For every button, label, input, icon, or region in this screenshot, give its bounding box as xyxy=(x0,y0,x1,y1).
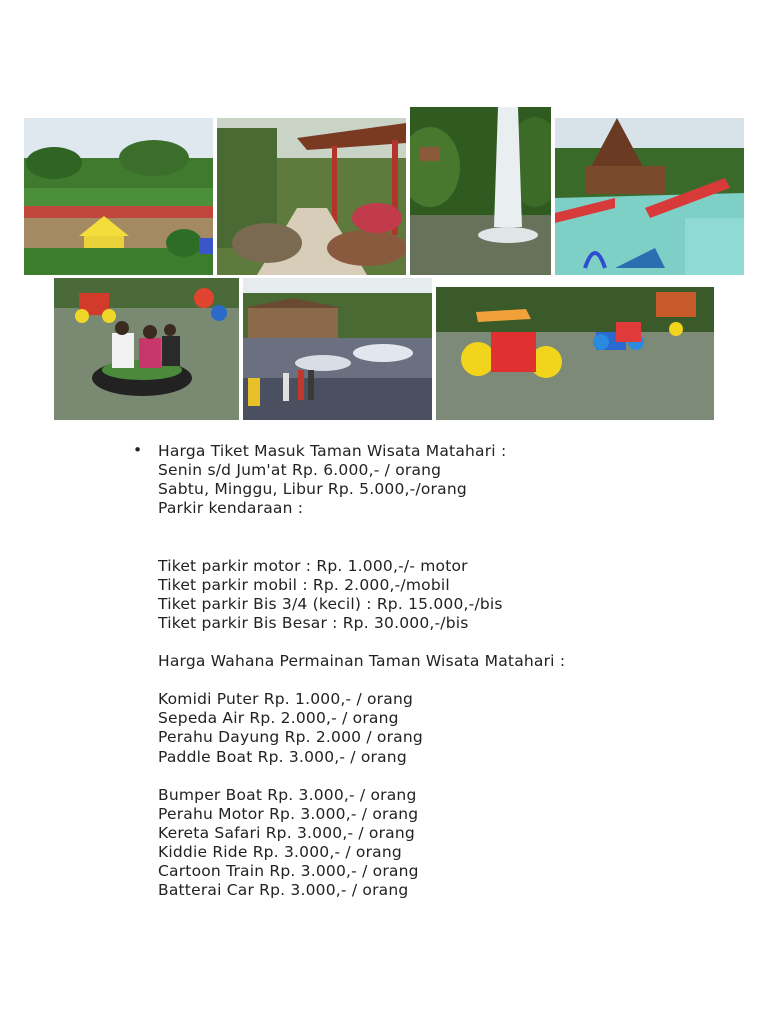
parking-label: Parkir kendaraan : xyxy=(158,499,304,518)
photo-garden-path xyxy=(217,118,406,275)
photo-garden xyxy=(24,118,213,275)
photo-bumper-boat xyxy=(54,278,239,420)
ride-item: Perahu Dayung Rp. 2.000 / orang xyxy=(158,728,423,747)
parking-item: Tiket parkir Bis 3/4 (kecil) : Rp. 15.000,-/bis xyxy=(158,594,503,613)
ride-item: Komidi Puter Rp. 1.000,- / orang xyxy=(158,690,414,709)
rides-heading: Harga Wahana Permainan Taman Wisata Matahari : xyxy=(158,652,566,671)
ticket-heading: Harga Tiket Masuk Taman Wisata Matahari : xyxy=(158,442,507,460)
photo-swimming-pool xyxy=(555,118,744,275)
ride-item: Kiddie Ride Rp. 3.000,- / orang xyxy=(158,842,402,861)
ride-item: Bumper Boat Rp. 3.000,- / orang xyxy=(158,785,417,804)
ride-item: Sepeda Air Rp. 2.000,- / orang xyxy=(158,709,399,728)
parking-item: Tiket parkir mobil : Rp. 2.000,-/mobil xyxy=(158,575,450,594)
ride-item: Cartoon Train Rp. 3.000,- / orang xyxy=(158,862,419,881)
list-bullet: • xyxy=(133,441,143,459)
ride-item: Kereta Safari Rp. 3.000,- / orang xyxy=(158,823,415,842)
parking-item: Tiket parkir motor : Rp. 1.000,-/- motor xyxy=(158,556,468,575)
ride-item: Perahu Motor Rp. 3.000,- / orang xyxy=(158,804,419,823)
photo-fountain xyxy=(410,107,551,275)
photo-lake-boats xyxy=(243,278,432,420)
ride-item: Batterai Car Rp. 3.000,- / orang xyxy=(158,881,409,900)
ticket-weekday: Senin s/d Jum'at Rp. 6.000,- / orang xyxy=(158,461,442,480)
price-list xyxy=(158,442,738,900)
photo-paddle-boats xyxy=(436,287,714,420)
ticket-weekend: Sabtu, Minggu, Libur Rp. 5.000,-/orang xyxy=(158,480,467,499)
parking-item: Tiket parkir Bis Besar : Rp. 30.000,-/bis xyxy=(158,613,469,632)
ride-item: Paddle Boat Rp. 3.000,- / orang xyxy=(158,747,407,766)
